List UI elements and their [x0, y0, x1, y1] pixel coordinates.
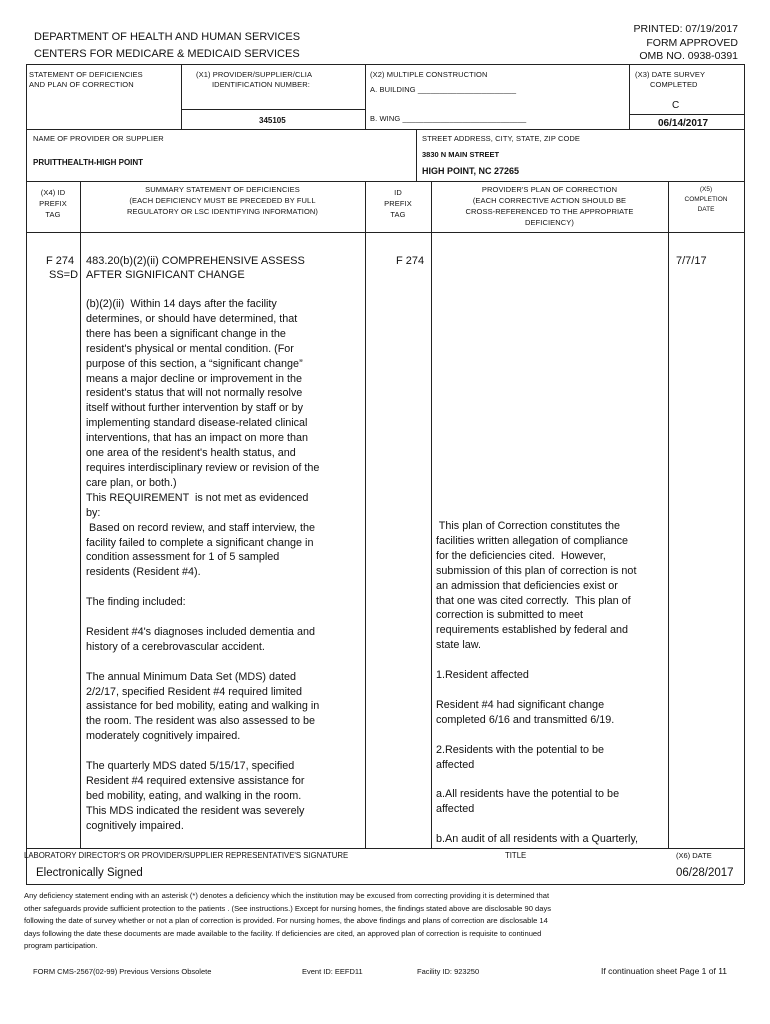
id-header: ID: [394, 188, 402, 197]
event-id: Event ID: EEFD11: [302, 967, 363, 976]
id-header-3: TAG: [390, 210, 406, 219]
plan-of-correction-text: This plan of Correction constitutes the facilities written allegation of compliance for the deficiencies cited. However, submission of this plan of correction is not an admission that deficiencies exist or that one was cited correctly. This plan of correction is submitted to meet requirements established by federal and state law. 1.Resident affected Resident #4 had significant change completed 6/16 and transmitted 6/19. 2.Residents with the potential to be affected a.All residents have the potential to be affected b.An audit of all residents with a Quarterly,: [436, 520, 639, 846]
x5-header-3: DATE: [697, 206, 715, 213]
x4-header-3: TAG: [45, 210, 61, 219]
x4-header-2: PREFIX: [39, 199, 67, 208]
provider-name-label: NAME OF PROVIDER OR SUPPLIER: [33, 134, 164, 143]
plan-header: PROVIDER'S PLAN OF CORRECTION: [481, 185, 618, 194]
facility-id: Facility ID: 923250: [417, 967, 480, 976]
x4-header: (X4) ID: [40, 188, 66, 197]
form-number: FORM CMS-2567(02-99) Previous Versions Obsolete: [33, 967, 212, 976]
signature-label: LABORATORY DIRECTOR'S OR PROVIDER/SUPPLIER REPRESENTATIVE'S SIGNATURE: [24, 851, 349, 860]
address-line2: HIGH POINT, NC 27265: [422, 166, 520, 176]
deficiency-title: 483.20(b)(2)(ii) COMPREHENSIVE ASSESS: [86, 255, 305, 267]
deficiency-tag: F 274: [46, 255, 75, 267]
agency-name: DEPARTMENT OF HEALTH AND HUMAN SERVICES: [34, 31, 301, 43]
form-approved: FORM APPROVED: [646, 37, 738, 49]
wing-label: B. WING _____________________________: [370, 114, 527, 123]
id-header-2: PREFIX: [384, 199, 412, 208]
plan-header-2: (EACH CORRECTIVE ACTION SHOULD BE: [472, 196, 627, 205]
x5-header: (X5): [699, 186, 713, 193]
statement-label-2: AND PLAN OF CORRECTION: [29, 80, 134, 89]
disclaimer: [24, 890, 551, 953]
x3-label-2: COMPLETED: [650, 80, 698, 89]
survey-date: 06/14/2017: [658, 118, 709, 129]
summary-header-2: (EACH DEFICIENCY MUST BE PRECEDED BY FULL: [129, 196, 316, 205]
summary-header: SUMMARY STATEMENT OF DEFICIENCIES: [145, 185, 300, 194]
omb-number: OMB NO. 0938-0391: [639, 50, 738, 62]
completion-date: 7/7/17: [676, 255, 707, 267]
disclaimer-line: program participation.: [24, 941, 98, 951]
statement-label: STATEMENT OF DEFICIENCIES: [29, 70, 143, 79]
plan-tag: F 274: [396, 255, 425, 267]
x1-label: (X1) PROVIDER/SUPPLIER/CLIA: [196, 70, 313, 79]
title-label: TITLE: [505, 851, 527, 860]
severity-scope: SS=D: [49, 269, 79, 281]
building-label: A. BUILDING _______________________: [370, 85, 517, 94]
address-line1: 3830 N MAIN STREET: [422, 150, 500, 159]
agency-subname: CENTERS FOR MEDICARE & MEDICAID SERVICES: [34, 48, 300, 60]
signature-date: 06/28/2017: [676, 867, 734, 879]
x1-label-2: IDENTIFICATION NUMBER:: [212, 80, 310, 89]
printed-date: PRINTED: 07/19/2017: [633, 23, 738, 35]
address-label: STREET ADDRESS, CITY, STATE, ZIP CODE: [422, 134, 581, 143]
survey-type: C: [672, 100, 680, 111]
signature-value: Electronically Signed: [36, 867, 143, 879]
summary-header-3: REGULATORY OR LSC IDENTIFYING INFORMATION): [126, 207, 319, 216]
disclaimer-line: other safeguards provide sufficient protection to the patients . (See instructions.) Except for nursing homes, the findings stated above are disclosable 90 days: [24, 903, 552, 913]
x5-header-2: COMPLETION: [684, 196, 728, 203]
x2-label: (X2) MULTIPLE CONSTRUCTION: [370, 70, 488, 79]
deficiency-text: (b)(2)(ii) Within 14 days after the facility determines, or should have determined, that there has been a significant change in the resident's physical or mental condition. (For purpose of this section, a “significant change” means a major decline or improvement in the resident's status that will not normally resolve itself without further intervention by staff or by implementing standard disease-related clinical interventions, that has an impact on more than one area of the resident's health status, and requires interdisciplinary review or revision of the care plan, or both.) This REQUIREMENT is not met as evidenced by: Based on record review, and staff interview, the facility failed to complete a significant change in condition assessment for 1 of 5 sampled residents (Resident #4). The finding included: Resident #4's diagnoses included dementia and history of a cerebrovascular accident. The annual Minimum Data Set (MDS) dated 2/2/17, specified Resident #4 required limited assistance for bed mobility, eating and walking in the room. The resident was also assessed to be moderately cognitively impaired. The quarterly MDS dated 5/15/17, specified Resident #4 required extensive assistance for bed mobility, eating, and walking in the room. This MDS indicated the resident was severely cognitively impaired.: [86, 298, 320, 832]
page-indicator: If continuation sheet Page 1 of 11: [601, 966, 728, 976]
plan-header-4: DEFICIENCY): [524, 218, 575, 227]
provider-number: 345105: [259, 116, 286, 125]
disclaimer-line: following the date of survey whether or not a plan of correction is provided. For nursing homes, the above findings and plans of correction are disclosable 14: [24, 916, 548, 926]
disclaimer-line: days following the date these documents are made available to the facility. If deficiencies are cited, an approved plan of correction is requisite to continued: [24, 928, 542, 938]
x3-label: (X3) DATE SURVEY: [635, 70, 706, 79]
deficiency-title-2: AFTER SIGNIFICANT CHANGE: [86, 269, 245, 281]
plan-header-3: CROSS-REFERENCED TO THE APPROPRIATE: [465, 207, 634, 216]
disclaimer-line: Any deficiency statement ending with an asterisk (*) denotes a deficiency which the institution may be excused from correcting providing it is determined that: [24, 891, 550, 900]
provider-name: PRUITTHEALTH-HIGH POINT: [33, 158, 144, 167]
date-label: (X6) DATE: [676, 851, 712, 860]
